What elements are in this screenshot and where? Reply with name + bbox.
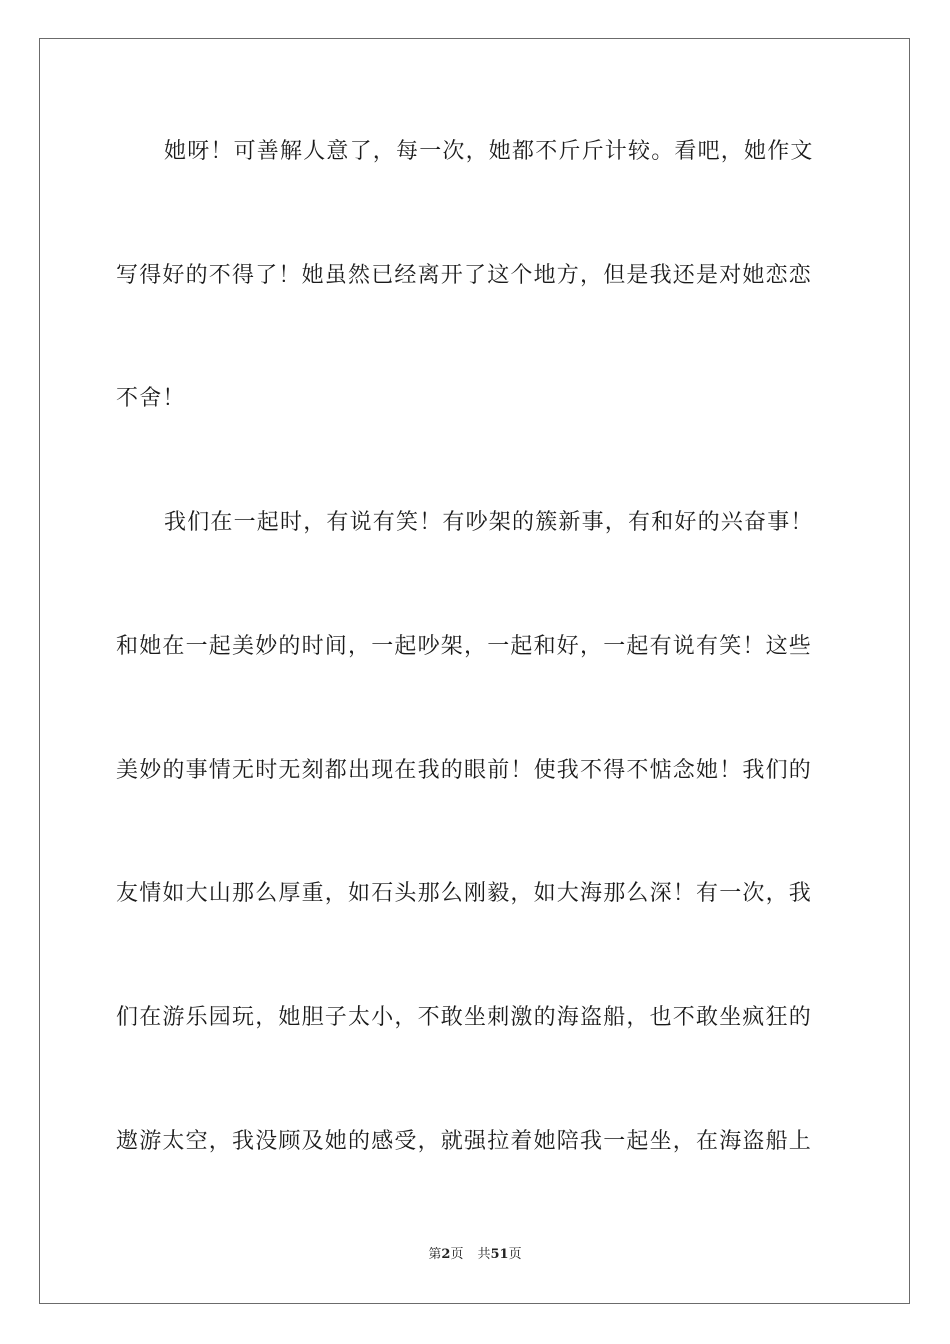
page-border: [39, 38, 910, 1304]
page-suffix: 页: [450, 1247, 464, 1262]
text-line-8: 们在游乐园玩，她胆子太小，不敢坐刺激的海盗船，也不敢坐疯狂的: [116, 1005, 813, 1030]
text-line-2: 写得好的不得了！她虽然已经离开了这个地方，但是我还是对她恋恋: [116, 263, 813, 288]
total-suffix: 页: [508, 1247, 522, 1262]
text-line-4: 我们在一起时，有说有笑！有吵架的簇新事，有和好的兴奋事！: [164, 510, 814, 535]
text-line-9: 遨游太空，我没顾及她的感受，就强拉着她陪我一起坐，在海盗船上: [116, 1129, 813, 1154]
page-number: 2: [441, 1247, 451, 1262]
total-prefix: 共: [477, 1247, 491, 1262]
text-line-7: 友情如大山那么厚重，如石头那么刚毅，如大海那么深！有一次，我: [116, 881, 813, 906]
text-line-6: 美妙的事情无时无刻都出现在我的眼前！使我不得不惦念她！我们的: [116, 758, 813, 783]
page-footer: [0, 1246, 950, 1264]
text-line-3: 不舍！: [116, 386, 186, 411]
total-pages: 51: [490, 1247, 509, 1262]
text-line-1: 她呀！可善解人意了，每一次，她都不斤斤计较。看吧，她作文: [164, 139, 814, 164]
text-line-5: 和她在一起美妙的时间，一起吵架，一起和好，一起有说有笑！这些: [116, 634, 813, 659]
page-prefix: 第: [428, 1247, 442, 1262]
